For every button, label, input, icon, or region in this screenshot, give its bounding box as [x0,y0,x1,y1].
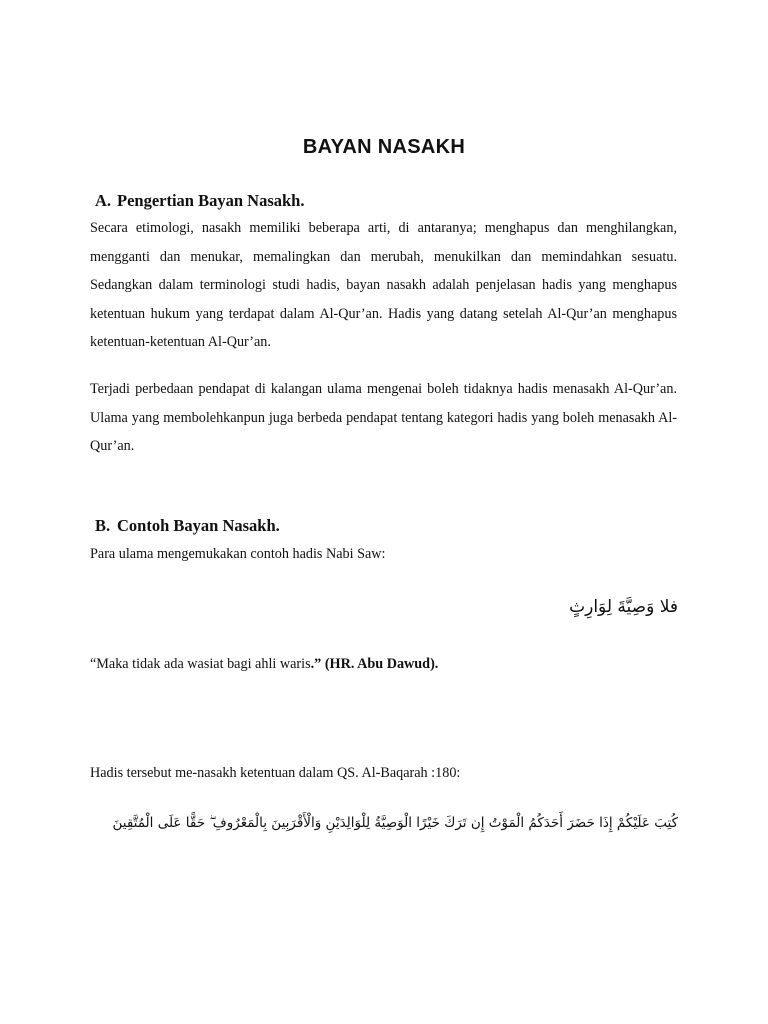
hadith-source: .” (HR. Abu Dawud). [310,656,439,672]
section-b-number: B. [95,516,111,535]
hadith-arabic-text: فلا وَصِيَّةَ لِوَارِثٍ [569,597,678,617]
section-a-paragraph-1: Secara etimologi, nasakh memiliki beberapa arti, di antaranya; menghapus dan menghilangkan, mengganti dan menukar, memalingkan dan merubah, menukilkan dan memindahkan sesuatu. Sedangkan dalam terminologi studi hadis, bayan nasakh adalah penjelasan hadis yang menghapus ketentuan hukum yang terdapat dalam Al-Qur’an. Hadis yang datang setelah Al-Qur’an menghapus ketentuan-ketentuan Al-Qur’an. [90,220,677,350]
hadith-translation [90,656,438,673]
verse-intro: Hadis tersebut me-nasakh ketentuan dalam QS. Al-Baqarah :180: [90,765,461,781]
translation-quote: “Maka tidak ada wasiat bagi ahli waris [90,656,311,672]
section-a-paragraph-2: Terjadi perbedaan pendapat di kalangan ulama mengenai boleh tidaknya hadis menasakh Al-Qur’an. Ulama yang membolehkanpun juga berbeda pendapat tentang kategori hadis yang boleh menasakh Al-Qur’an. [90,381,677,454]
section-b-intro: Para ulama mengemukakan contoh hadis Nabi Saw: [90,546,386,562]
section-b-title: Contoh Bayan Nasakh. [117,516,280,535]
document-title: BAYAN NASAKH [302,136,466,158]
verse-arabic-text: كُتِبَ عَلَيْكُمْ إِذَا حَضَرَ أَحَدَكُمُ الْمَوْتُ إِن تَرَكَ خَيْرًا الْوَصِيَّةُ لِلْوَالِدَيْنِ وَالْأَقْرَبِينَ بِالْمَعْرُوفِ ۖ حَقًّا عَلَى الْمُتَّقِينَ [112,815,678,831]
section-b-heading [95,516,280,536]
section-a-number: A. [95,191,112,210]
section-a-heading [95,191,304,211]
section-a-title: Pengertian Bayan Nasakh. [117,191,305,210]
